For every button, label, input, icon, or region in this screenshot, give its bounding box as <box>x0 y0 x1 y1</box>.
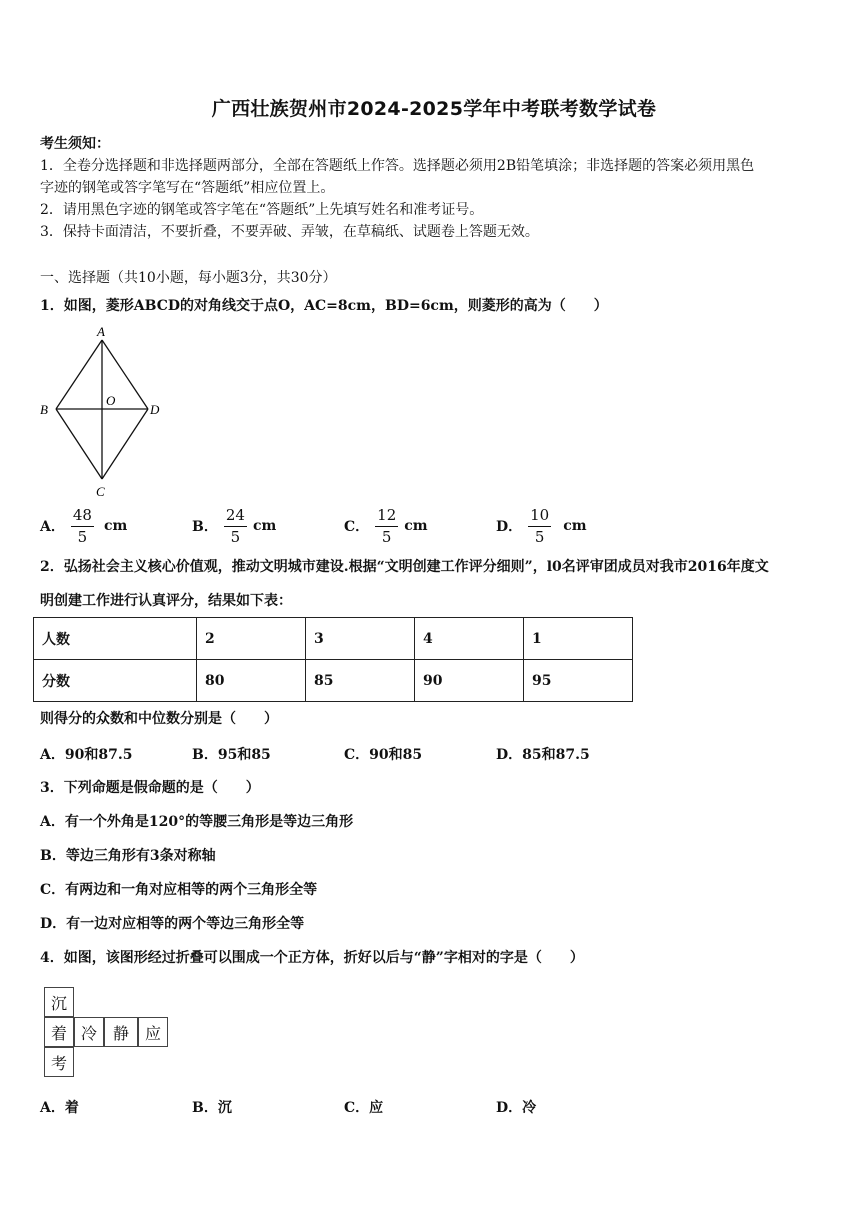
q1-options <box>40 504 830 548</box>
notice-item-1: 1．全卷分选择题和非选择题两部分，全部在答题纸上作答。选择题必须用2B铅笔填涂；非选择题的答案必须用黑色 <box>40 158 755 174</box>
table-cell: 90 <box>415 660 524 702</box>
q4-option-b[interactable]: B．沉 <box>192 1100 232 1116</box>
q1-option-d[interactable]: D． $\frac{10}{5}$ cm <box>496 505 587 546</box>
table-cell: 2 <box>197 618 306 660</box>
fraction: $\frac{10}{5}$ <box>530 505 550 546</box>
q4-stem: 4．如图，该图形经过折叠可以围成一个正方体，折好以后与“静”字相对的字是（ ） <box>40 950 584 966</box>
q1-option-c[interactable]: C． $\frac{12}{5}$ cm <box>344 505 428 546</box>
q2-stem-cont: 明创建工作进行认真评分，结果如下表： <box>40 593 292 609</box>
notice-item-2: 2．请用黑色字迹的钢笔或答字笔在“答题纸”上先填写姓名和准考证号。 <box>40 202 484 218</box>
q2-stem: 2．弘扬社会主义核心价值观，推动文明城市建设.根据“文明创建工作评分细则”，l0名评审团成员对我市2016年度文 <box>40 559 769 575</box>
q3-option-d[interactable]: D．有一边对应相等的两个等边三角形全等 <box>40 916 305 932</box>
net-cell-bottom: 考 <box>44 1047 74 1077</box>
table-cell: 95 <box>524 660 633 702</box>
fraction: $\frac{24}{5}$ <box>225 505 245 546</box>
notice-heading: 考生须知： <box>40 136 110 152</box>
net-cell: 着 <box>44 1017 74 1047</box>
notice-item-3: 3．保持卡面清洁，不要折叠，不要弄破、弄皱，在草稿纸、试题卷上答题无效。 <box>40 224 539 240</box>
score-table <box>33 617 633 702</box>
notice-item-1-cont: 字迹的钢笔或答字笔写在“答题纸”相应位置上。 <box>40 180 335 196</box>
q3-option-c[interactable]: C．有两边和一角对应相等的两个三角形全等 <box>40 882 318 898</box>
vertex-label-b: B <box>40 402 48 417</box>
rhombus-figure <box>34 322 174 506</box>
q2-options <box>40 744 830 766</box>
q2-option-a[interactable]: A．90和87.5 <box>40 747 133 763</box>
q4-option-d[interactable]: D．冷 <box>496 1100 537 1116</box>
table-cell: 分数 <box>34 660 197 702</box>
table-cell: 4 <box>415 618 524 660</box>
table-row <box>34 660 633 702</box>
q2-option-c[interactable]: C．90和85 <box>344 747 423 763</box>
table-cell: 人数 <box>34 618 197 660</box>
vertex-label-d: D <box>150 402 160 417</box>
fraction: $\frac{48}{5}$ <box>72 505 92 546</box>
q4-options <box>40 1097 830 1119</box>
q1-option-b[interactable]: B． $\frac{24}{5}$ cm <box>192 505 277 546</box>
page-title: 广西壮族贺州市2024-2025学年中考联考数学试卷 <box>211 98 657 120</box>
q3-option-a[interactable]: A．有一个外角是120°的等腰三角形是等边三角形 <box>40 814 354 830</box>
q3-stem: 3．下列命题是假命题的是（ ） <box>40 780 260 796</box>
table-row <box>34 618 633 660</box>
q2-question: 则得分的众数和中位数分别是（ ） <box>40 711 278 727</box>
q3-option-b[interactable]: B．等边三角形有3条对称轴 <box>40 848 216 864</box>
net-cell: 应 <box>138 1017 168 1047</box>
table-cell: 85 <box>306 660 415 702</box>
table-cell: 1 <box>524 618 633 660</box>
q4-option-a[interactable]: A．着 <box>40 1100 79 1116</box>
q1-option-a[interactable]: A． $\frac{48}{5}$ cm <box>40 505 128 546</box>
q1-stem: 1．如图，菱形ABCD的对角线交于点O，AC=8cm，BD=6cm，则菱形的高为（ ） <box>40 298 608 314</box>
section-heading: 一、选择题（共10小题，每小题3分，共30分） <box>40 270 337 286</box>
fraction: $\frac{12}{5}$ <box>377 505 397 546</box>
net-cell-top: 沉 <box>44 987 74 1017</box>
vertex-label-c: C <box>96 484 105 499</box>
table-cell: 3 <box>306 618 415 660</box>
table-cell: 80 <box>197 660 306 702</box>
center-label-o: O <box>106 393 116 408</box>
net-cell: 静 <box>104 1017 138 1047</box>
q2-option-b[interactable]: B．95和85 <box>192 747 271 763</box>
q4-option-c[interactable]: C．应 <box>344 1100 384 1116</box>
q2-option-d[interactable]: D．85和87.5 <box>496 747 590 763</box>
net-cell: 冷 <box>74 1017 104 1047</box>
vertex-label-a: A <box>97 324 105 339</box>
